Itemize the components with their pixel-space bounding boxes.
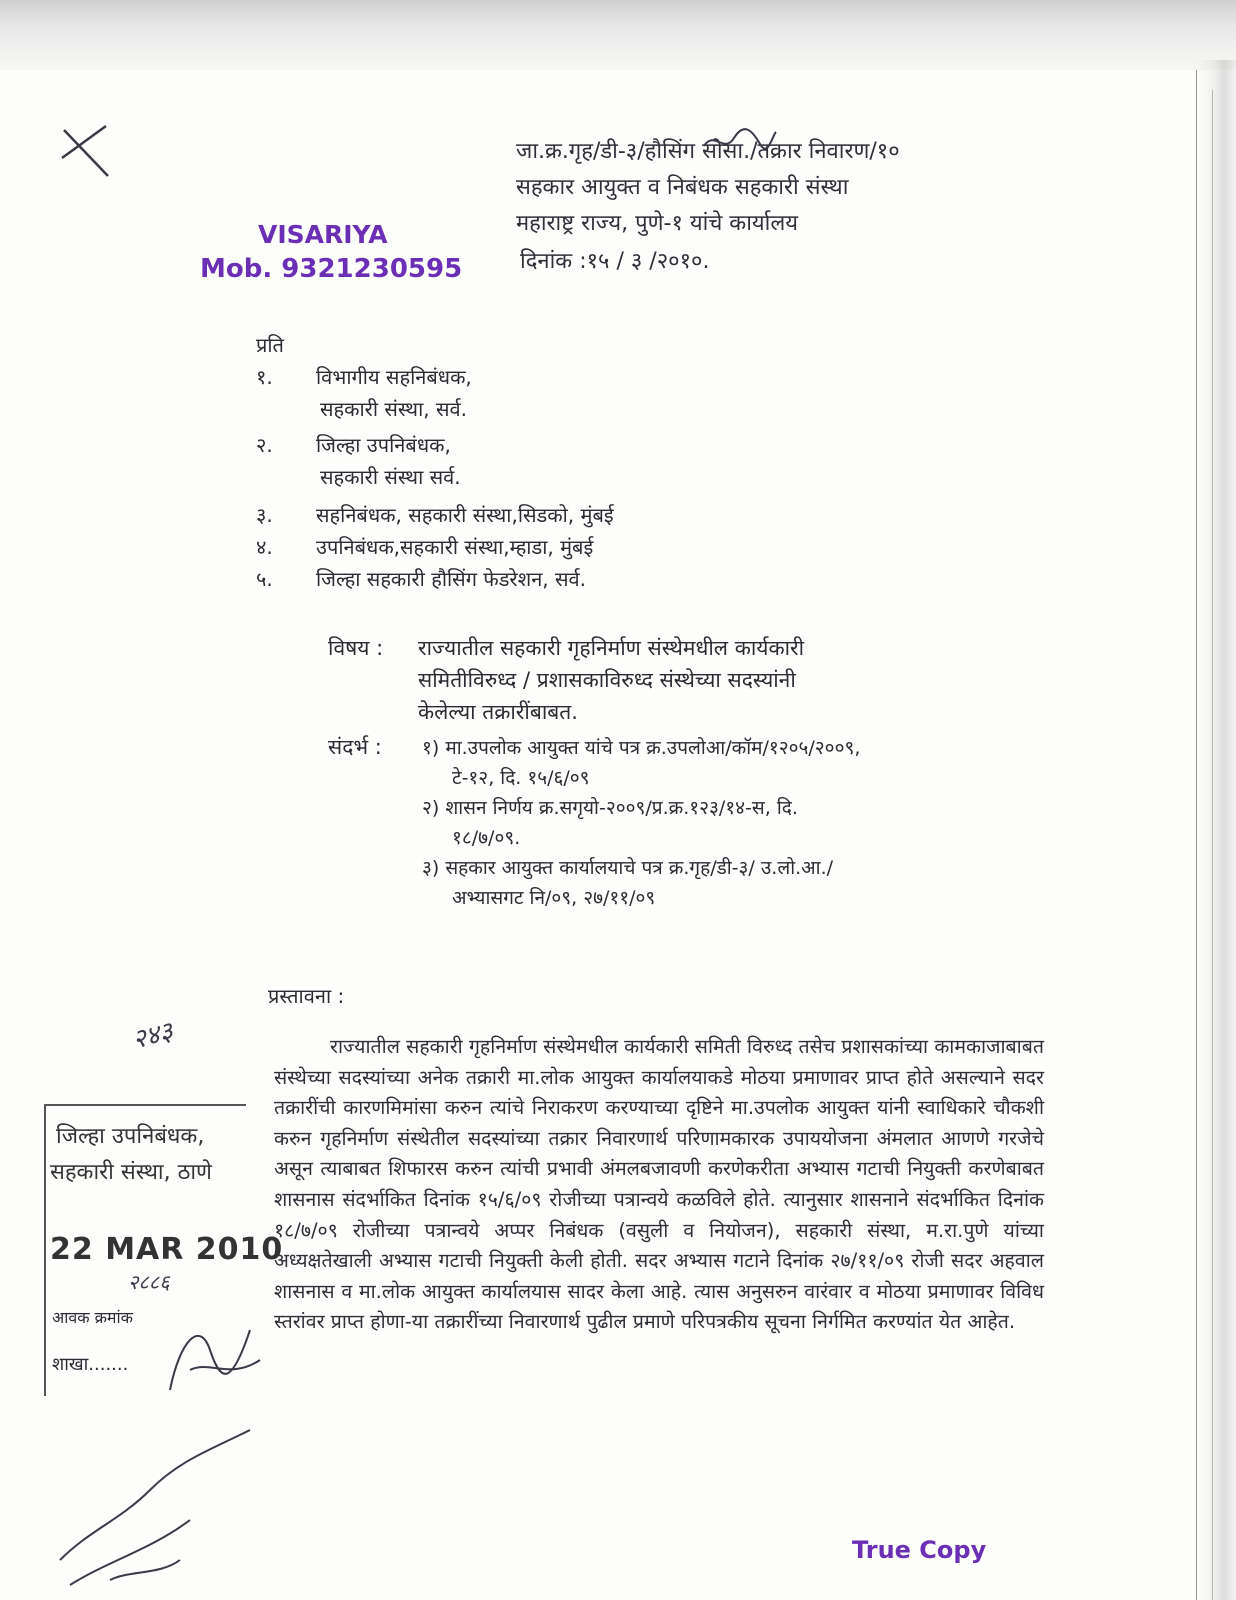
subject-line-3: केलेल्या तक्रारींबाबत. — [418, 700, 578, 724]
recipient-1 — [256, 362, 472, 392]
subject-line-1: राज्यातील सहकारी गृहनिर्माण संस्थेमधील कार्यकारी — [418, 636, 805, 660]
recipient-1-line2: सहकारी संस्था, सर्व. — [320, 397, 467, 421]
reference-1-line2: टे-१२, दि. १५/६/०९ — [452, 767, 590, 789]
scan-top-band — [0, 0, 1236, 70]
letter-date — [520, 246, 709, 278]
visariya-stamp-mobile: Mob. 9321230595 — [200, 254, 463, 284]
reference-2-line1: २) शासन निर्णय क्र.सगृयो-२००९/प्र.क्र.१२३/१४-स, दि. — [422, 797, 798, 819]
reference-1-line1: १) मा.उपलोक आयुक्त यांचे पत्र क्र.उपलोआ/कॉम/१२०५/२००९, — [422, 737, 861, 759]
signature-scribble-icon — [700, 126, 780, 156]
handwritten-note-icon — [50, 1410, 270, 1590]
office-line-1: सहकार आयुक्त व निबंधक सहकारी संस्था — [516, 175, 849, 200]
date-value: :१५ / ३ /२०१०. — [579, 249, 710, 274]
reference-2-line2: १८/७/०९. — [452, 827, 521, 849]
office-line-2: महाराष्ट्र राज्य, पुणे-१ यांचे कार्यालय — [516, 211, 799, 236]
page-edge-line — [1212, 90, 1213, 1600]
recipient-3 — [256, 500, 614, 530]
recipient-line: जिल्हा सहकारी हौसिंग फेडरेशन, सर्व. — [316, 567, 587, 591]
recipient-line: विभागीय सहनिबंधक, — [316, 365, 472, 389]
preamble-heading: प्रस्तावना : — [268, 984, 345, 1008]
recipient-line: जिल्हा उपनिबंधक, — [316, 433, 451, 457]
recipient-number: २. — [256, 433, 273, 457]
prati-label: प्रति — [256, 333, 284, 357]
date-label: दिनांक — [520, 249, 573, 274]
reference-label: संदर्भ : — [328, 735, 382, 759]
recipient-2 — [256, 430, 451, 460]
visariya-stamp-name: VISARIYA — [258, 220, 388, 249]
signature-icon — [150, 1300, 270, 1410]
page-edge-line — [1196, 70, 1197, 1600]
recipient-line: उपनिबंधक,सहकारी संस्था,म्हाडा, मुंबई — [316, 535, 594, 559]
recipient-number: १. — [256, 365, 273, 389]
letter-reference-number: जा.क्र.गृह/डी-३/हौसिंग सोसा./तक्रार निवारण/१० — [516, 139, 900, 164]
subject-block — [328, 632, 804, 728]
true-copy-stamp: True Copy — [852, 1536, 987, 1564]
shakha-label: शाखा....... — [52, 1354, 129, 1375]
page-edge-shadow — [1196, 60, 1236, 1600]
recipient-4 — [256, 532, 593, 562]
recipient-2-line2: सहकारी संस्था सर्व. — [320, 465, 461, 489]
avak-label: आवक क्रमांक — [52, 1308, 133, 1327]
subject-line-2: समितीविरुध्द / प्रशासकाविरुध्द संस्थेच्या सदस्यांनी — [418, 668, 796, 692]
reference-block — [328, 732, 860, 913]
recipient-number: ३. — [256, 503, 273, 527]
recipient-number: ५. — [256, 567, 273, 591]
cross-mark-icon — [56, 118, 116, 188]
received-stamp-office: जिल्हा उपनिबंधक, — [56, 1124, 205, 1149]
subject-label: विषय : — [328, 636, 384, 660]
recipient-number: ४. — [256, 535, 273, 559]
reference-3-line2: अभ्यासगट नि/०९, २७/११/०९ — [452, 887, 656, 909]
inward-number: २८८६ — [128, 1270, 170, 1294]
received-stamp-office-line2: सहकारी संस्था, ठाणे — [50, 1160, 212, 1185]
handwritten-number: २४३ — [129, 1016, 177, 1056]
recipient-5 — [256, 564, 586, 594]
preamble-paragraph: राज्यातील सहकारी गृहनिर्माण संस्थेमधील कार्यकारी समिती विरुध्द तसेच प्रशासकांच्या कामकाजाबाबत संस्थेच्या सदस्यांच्या अनेक तक्रारी मा.लोक आयुक्त कार्यालयाकडे मोठया प्रमाणावर प्राप्त होते असल्याने सदर तक्रारींची कारणमिमांसा करुन त्यांचे निराकरण करण्याच्या दृष्टिने मा.उपलोक आयुक्त यांनी स्वाधिकारे चौकशी करुन गृहनिर्माण संस्थेतील सदस्यांच्या तक्रार निवारणार्थ परिणामकारक उपाययोजना अंमलात आणणे गरजेचे असून त्याबाबत शिफारस करुन त्यांची प्रभावी अंमलबजावणी करणेकरीता अभ्यास गटाची नियुक्ती करणेबाबत शासनास संदर्भाकित दिनांक १५/६/०९ रोजीच्या पत्रान्वये कळविले होते. त्यानुसार शासनाने संदर्भाकित दिनांक १८/७/०९ रोजीच्या पत्रान्वये अप्पर निबंधक (वसुली व नियोजन), सहकारी संस्था, म.रा.पुणे यांच्या अध्यक्षतेखाली अभ्यास गटाची नियुक्ती केली होती. सदर अभ्यास गटाने दिनांक २७/११/०९ रोजी सदर अहवाल शासनास व मा.लोक आयुक्त कार्यालयास सादर केला आहे. त्यास अनुसरुन वारंवार व मोठया प्रमाणावर विविध स्तरांवर प्राप्त होणा-या तक्रारींच्या निवारणार्थ पुढील प्रमाणे परिपत्रकीय सूचना निर्गमित करण्यांत येत आहेत. — [274, 1035, 1044, 1334]
received-stamp-date: 22 MAR 2010 — [50, 1232, 284, 1267]
reference-3-line1: ३) सहकार आयुक्त कार्यालयाचे पत्र क्र.गृह/डी-३/ उ.लो.आ./ — [422, 857, 834, 879]
recipient-line: सहनिबंधक, सहकारी संस्था,सिडको, मुंबई — [316, 503, 614, 527]
